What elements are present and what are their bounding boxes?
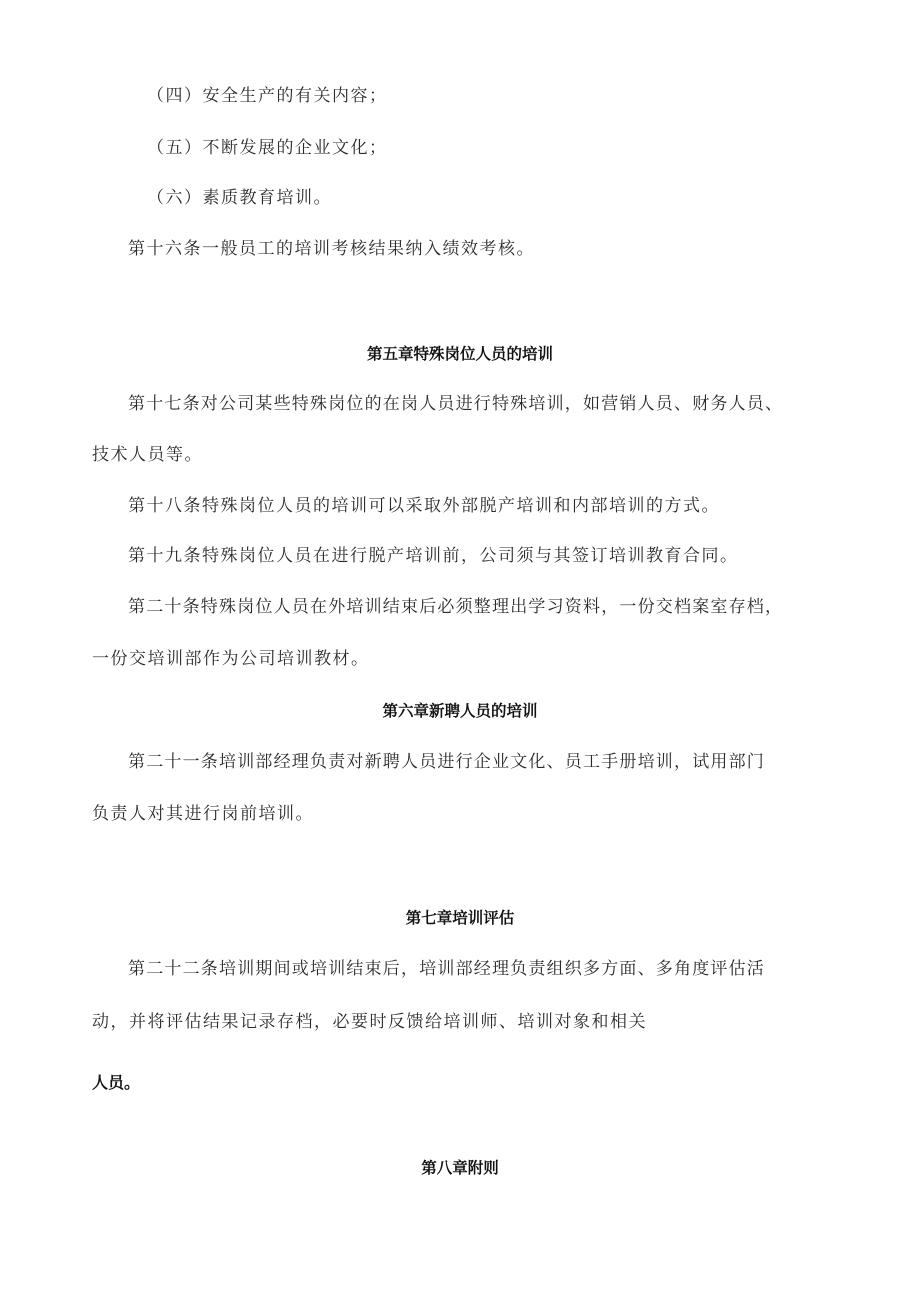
paragraph: 第十九条特殊岗位人员在进行脱产培训前，公司须与其签订培训教育合同。 bbox=[128, 546, 739, 566]
paragraph: 第二十二条培训期间或培训结束后，培训部经理负责组织多方面、多角度评估活 bbox=[128, 959, 765, 979]
paragraph: 第二十一条培训部经理负责对新聘人员进行企业文化、员工手册培训，试用部门 bbox=[128, 752, 765, 772]
paragraph: 人员。 bbox=[92, 1073, 141, 1092]
chapter-heading: 第六章新聘人员的培训 bbox=[382, 702, 538, 720]
paragraph: 第十八条特殊岗位人员的培训可以采取外部脱产培训和内部培训的方式。 bbox=[128, 496, 720, 516]
paragraph: 一份交培训部作为公司培训教材。 bbox=[92, 649, 370, 669]
chapter-heading: 第八章附则 bbox=[421, 1159, 499, 1177]
paragraph: （六）素质教育培训。 bbox=[147, 188, 332, 208]
chapter-heading: 第七章培训评估 bbox=[405, 909, 515, 927]
paragraph: 第十七条对公司某些特殊岗位的在岗人员进行特殊培训，如营销人员、财务人员、 bbox=[128, 394, 784, 414]
paragraph: 第十六条一般员工的培训考核结果纳入绩效考核。 bbox=[128, 239, 535, 259]
paragraph: 第二十条特殊岗位人员在外培训结束后必须整理出学习资料，一份交档案室存档， bbox=[128, 597, 784, 617]
paragraph: （五）不断发展的企业文化； bbox=[147, 138, 388, 158]
chapter-heading: 第五章特殊岗位人员的培训 bbox=[366, 345, 553, 363]
paragraph: 技术人员等。 bbox=[92, 445, 203, 465]
paragraph: 负责人对其进行岗前培训。 bbox=[92, 804, 314, 824]
paragraph: （四）安全生产的有关内容； bbox=[147, 86, 388, 106]
paragraph: 动，并将评估结果记录存档，必要时反馈给培训师、培训对象和相关 bbox=[92, 1012, 647, 1032]
